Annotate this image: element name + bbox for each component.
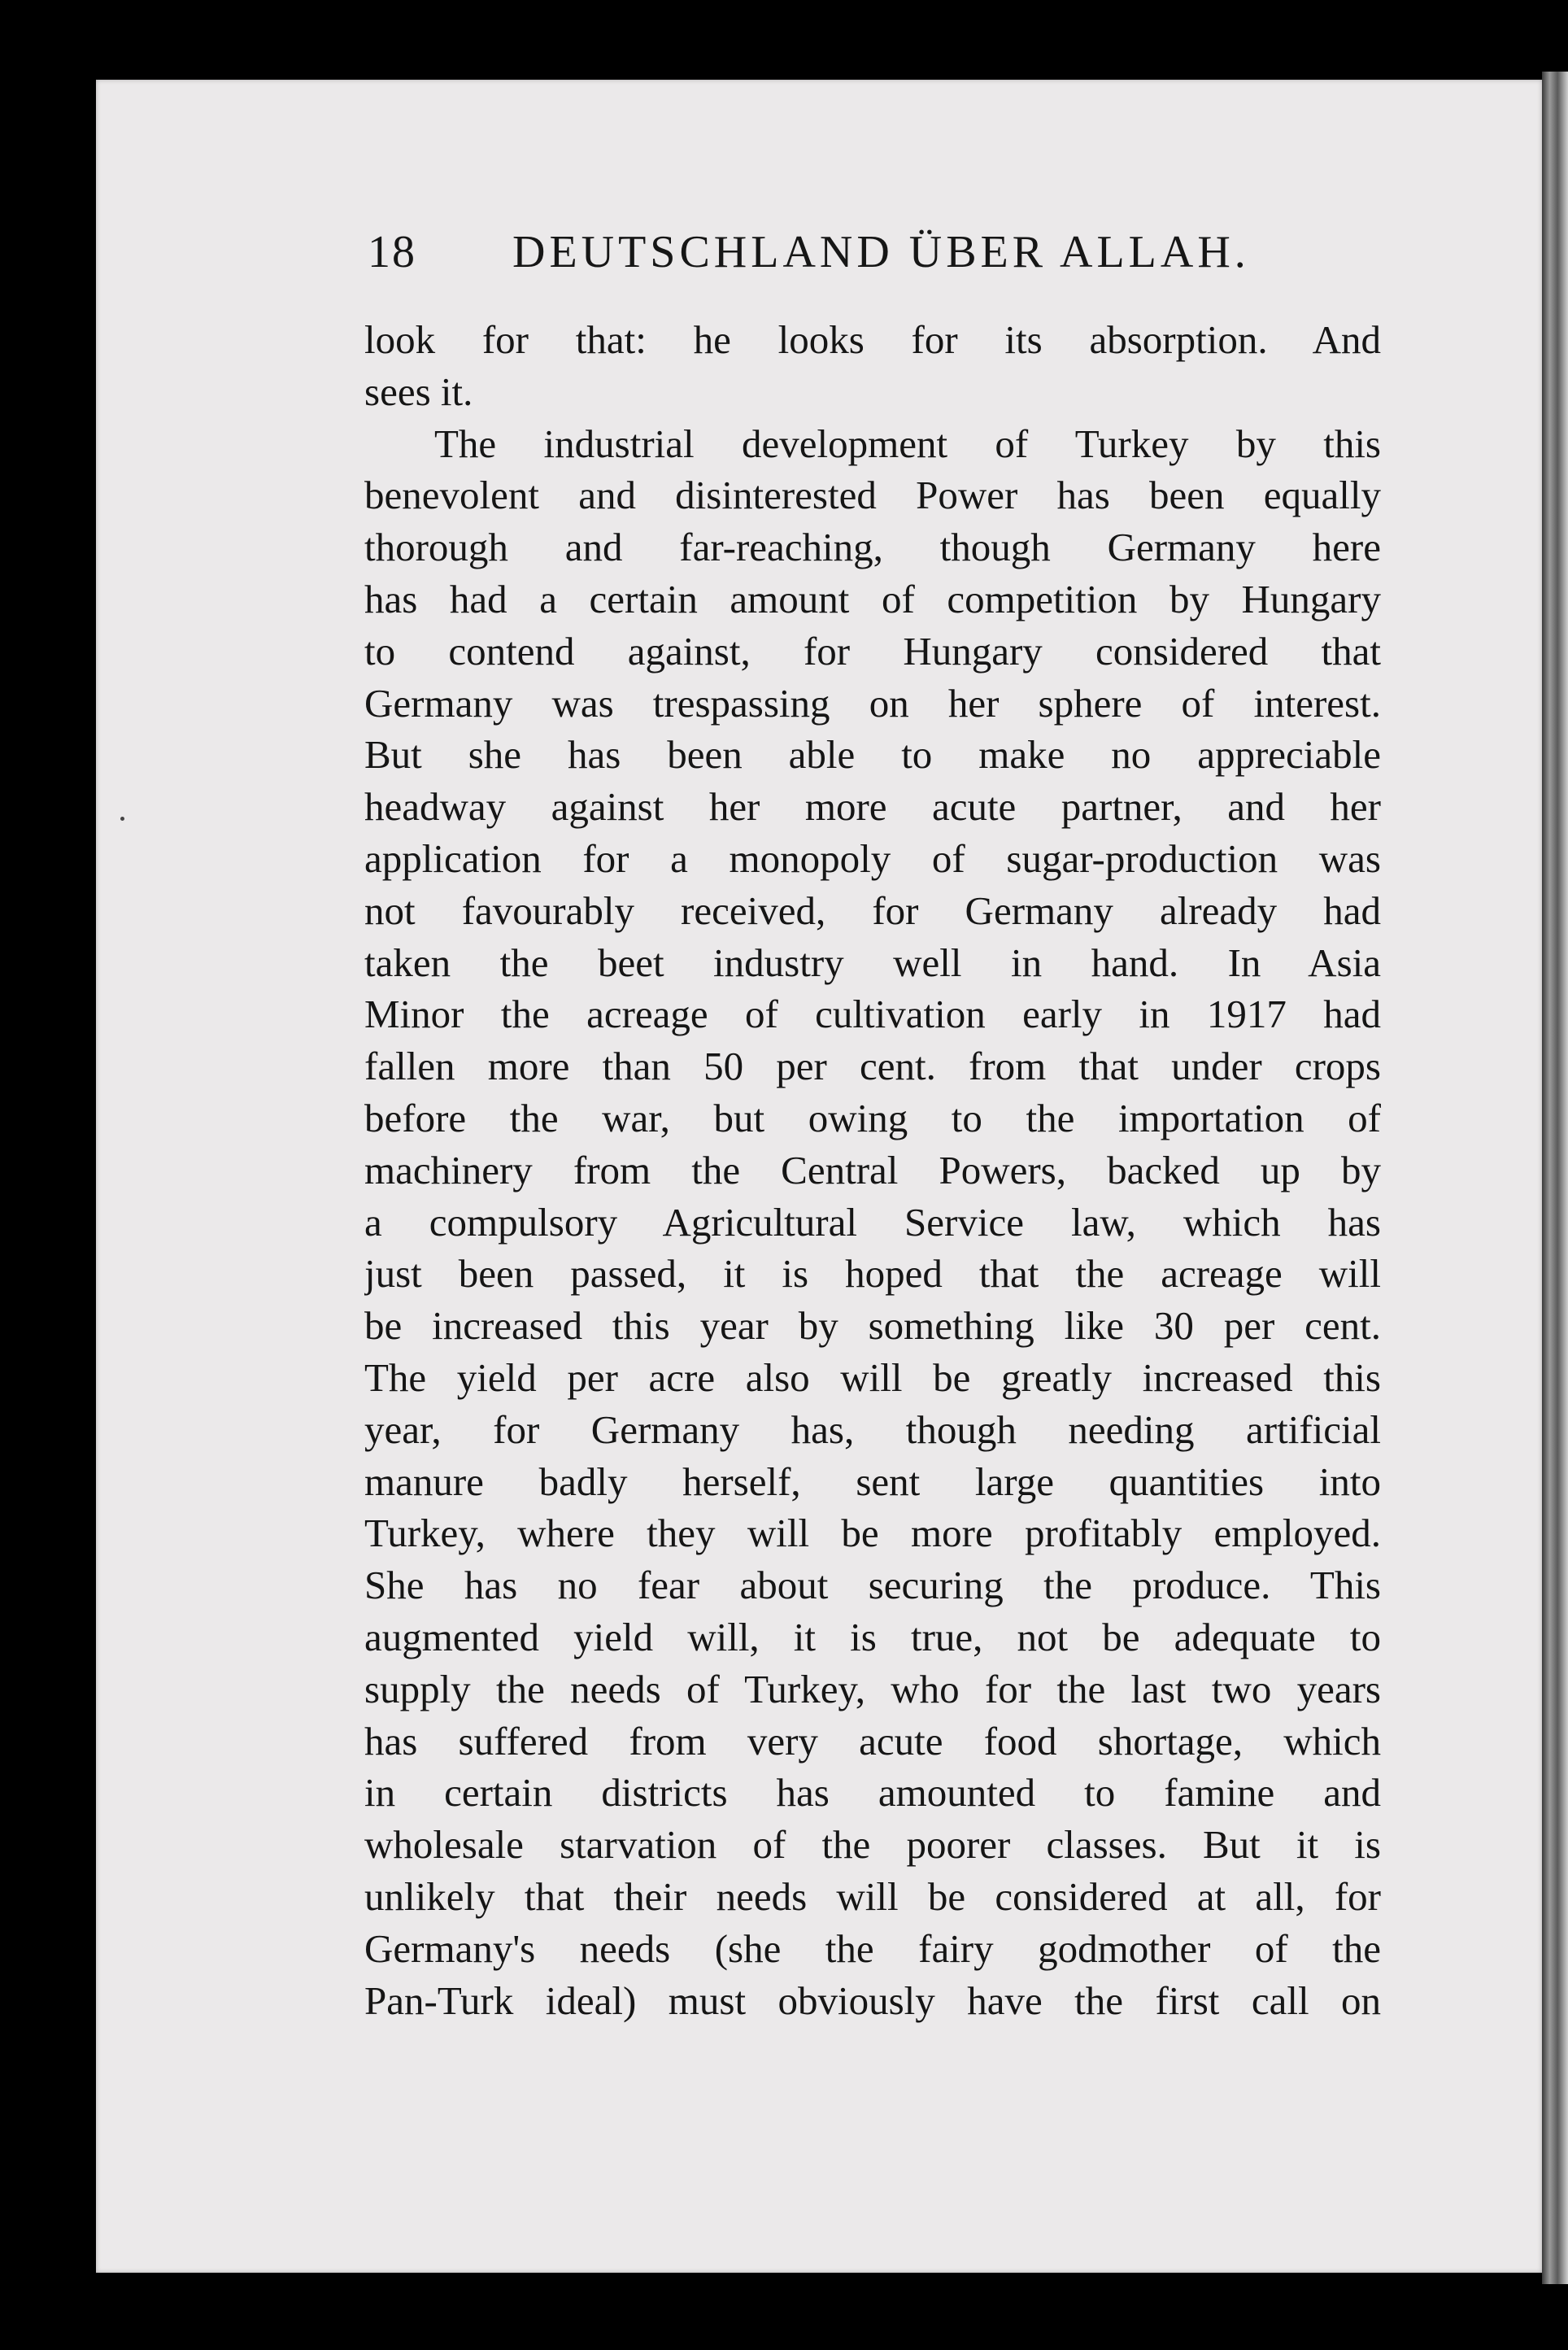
text-line: benevolent and disinterested Power has been equally xyxy=(364,473,1381,518)
text-line: Germany's needs (she the fairy godmother of the xyxy=(364,1925,1381,1971)
page-header xyxy=(368,226,1360,291)
text-line: has had a certain amount of competition by Hungary xyxy=(364,576,1381,621)
text-line: unlikely that their needs will be considered at all, for xyxy=(364,1873,1381,1919)
text-line: Minor the acreage of cultivation early in 1917 had xyxy=(364,992,1381,1037)
page-edge xyxy=(1542,72,1568,2284)
text-line: Turkey, where they will be more profitably employed. xyxy=(364,1511,1381,1556)
text-line: before the war, but owing to the importation of xyxy=(364,1095,1381,1140)
text-line: headway against her more acute partner, and her xyxy=(364,784,1381,830)
text-line: look for that: he looks for its absorption. And xyxy=(364,317,1381,362)
text-line: thorough and far-reaching, though Germany here xyxy=(364,525,1381,570)
body-text xyxy=(364,314,1381,2026)
text-line: year, for Germany has, though needing artificial xyxy=(364,1406,1381,1452)
page-number: 18 xyxy=(368,227,416,277)
text-line: to contend against, for Hungary considered that xyxy=(364,628,1381,674)
text-line: sees it. xyxy=(364,368,473,414)
text-line: The yield per acre also will be greatly increased this xyxy=(364,1354,1381,1400)
text-line: has suffered from very acute food shortage, which xyxy=(364,1718,1381,1764)
text-line: supply the needs of Turkey, who for the last two years xyxy=(364,1666,1381,1711)
text-line: just been passed, it is hoped that the acreage will xyxy=(364,1251,1381,1297)
text-line: wholesale starvation of the poorer classes. But it is xyxy=(364,1822,1381,1868)
text-line: be increased this year by something like 30 per cent. xyxy=(364,1303,1381,1349)
text-line: a compulsory Agricultural Service law, which has xyxy=(364,1199,1381,1245)
text-line: But she has been able to make no appreciable xyxy=(364,732,1381,778)
text-line: machinery from the Central Powers, backed up by xyxy=(364,1147,1381,1192)
running-title: DEUTSCHLAND ÜBER ALLAH. xyxy=(512,227,1250,277)
text-line: manure badly herself, sent large quantities into xyxy=(364,1458,1381,1504)
text-line: The industrial development of Turkey by this xyxy=(434,421,1381,466)
stray-ink-mark xyxy=(120,817,124,821)
text-line: in certain districts has amounted to famine and xyxy=(364,1770,1381,1816)
text-line: Germany was trespassing on her sphere of interest. xyxy=(364,680,1381,726)
text-line: not favourably received, for Germany already had xyxy=(364,887,1381,933)
text-line: augmented yield will, it is true, not be adequate to xyxy=(364,1614,1381,1659)
text-line: application for a monopoly of sugar-production was xyxy=(364,835,1381,881)
text-line: Pan-Turk ideal) must obviously have the first call on xyxy=(364,1977,1381,2023)
text-line: She has no fear about securing the produce. This xyxy=(364,1563,1381,1608)
text-line: taken the beet industry well in hand. In Asia xyxy=(364,940,1381,985)
text-line: fallen more than 50 per cent. from that under crops xyxy=(364,1044,1381,1089)
